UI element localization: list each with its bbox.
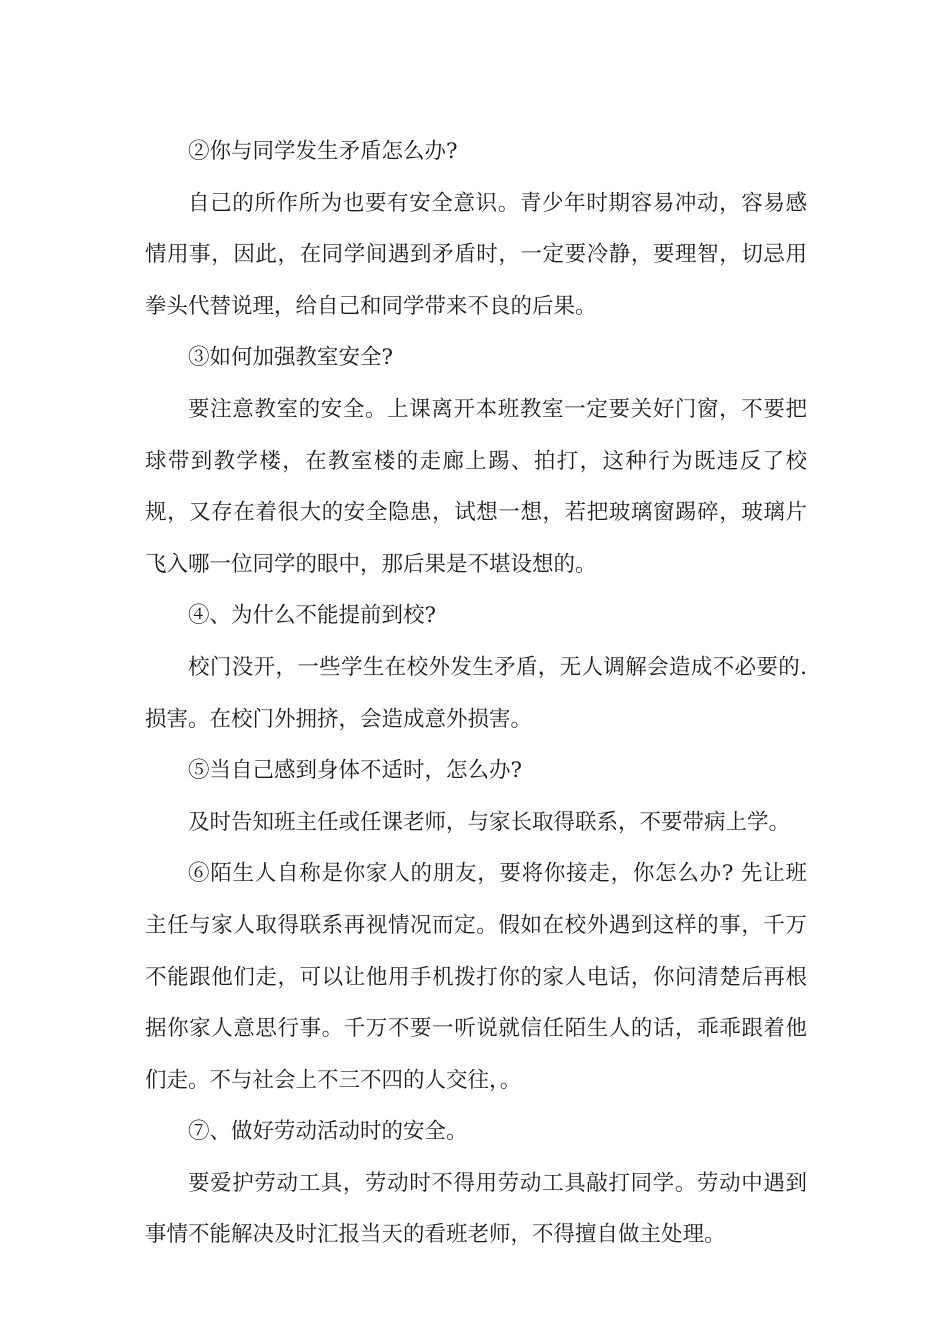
question-4-heading: ④、为什么不能提前到校? <box>188 603 437 629</box>
question-3-heading: ③如何加强教室安全? <box>188 345 394 371</box>
question-7-heading: ⑦、做好劳动活动时的安全。 <box>188 1119 468 1145</box>
question-5-heading: ⑤当自己感到身体不适时，怎么办? <box>188 758 523 784</box>
document-body <box>145 126 807 1261</box>
answer-3-paragraph: 要注意教室的安全。上课离开本班教室一定要关好门窗，不要把球带到教学楼，在教室楼的走廊上踢、拍打，这种行为既违反了校规，又存在着很大的安全隐患，试想一想，若把玻璃窗踢碎，玻璃片飞入哪一位同学的眼中，那后果是不堪设想的。 <box>145 396 807 577</box>
answer-5-paragraph: 及时告知班主任或任课老师，与家长取得联系，不要带病上学。 <box>188 809 791 835</box>
answer-4-paragraph: 校门没开，一些学生在校外发生矛盾，无人调解会造成不必要的.损害。在校门外拥挤，会造成意外损害。 <box>145 654 807 732</box>
answer-7-paragraph: 要爱护劳动工具，劳动时不得用劳动工具敲打同学。劳动中遇到事情不能解决及时汇报当天的看班老师，不得擅自做主处理。 <box>145 1170 807 1248</box>
question-2-heading: ②你与同学发生矛盾怎么办? <box>188 139 458 164</box>
answer-2-paragraph: 自己的所作所为也要有安全意识。青少年时期容易冲动，容易感情用事，因此，在同学间遇到矛盾时，一定要冷静，要理智，切忌用拳头代替说理，给自己和同学带来不良的后果。 <box>145 190 807 319</box>
question-6-paragraph: ⑥陌生人自称是你家人的朋友，要将你接走，你怎么办? 先让班主任与家人取得联系再视情况而定。假如在校外遇到这样的事，千万不能跟他们走，可以让他用手机拨打你的家人电话，你问清楚后再根据你家人意思行事。千万不要一听说就信任陌生人的话，乖乖跟着他们走。不与社会上不三不四的人交往，。 <box>145 861 807 1093</box>
